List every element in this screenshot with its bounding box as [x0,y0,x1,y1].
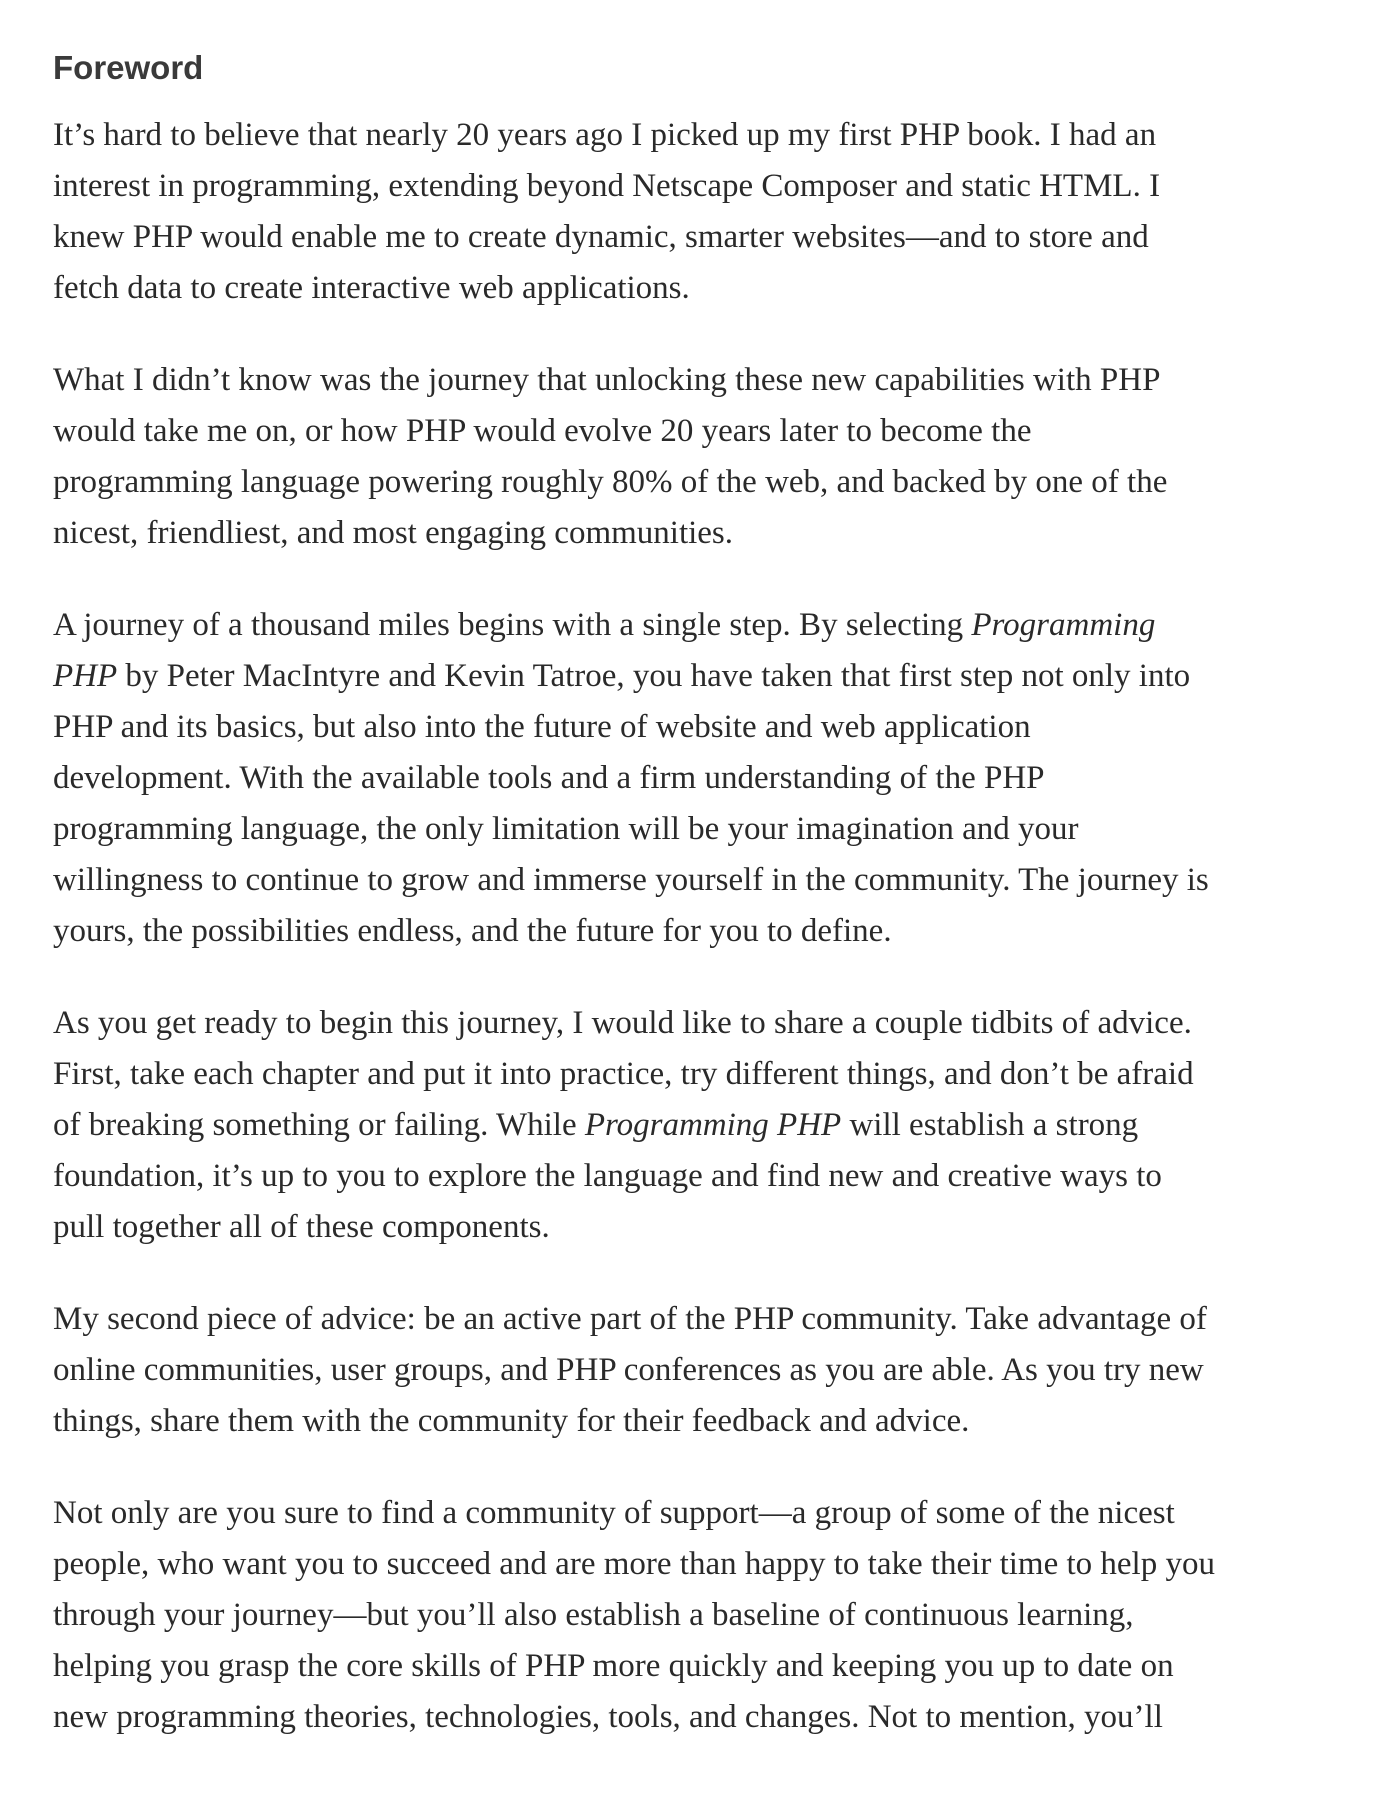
book-title: Programming PHP [584,1107,842,1143]
paragraph [53,1294,1233,1447]
text-line: new programming theories, technologies, tools, and changes. Not to mention, you’ll [53,1699,1163,1735]
text-line: programming language powering roughly 80% of the web, and backed by one of the [53,464,1168,500]
paragraph [53,998,1233,1253]
text-line: of breaking something or failing. While Programming PHP will establish a strong [53,1107,1139,1143]
book-title: PHP [53,658,118,694]
text-line: helping you grasp the core skills of PHP more quickly and keeping you up to date on [53,1648,1174,1684]
text-line: PHP by Peter MacIntyre and Kevin Tatroe, you have taken that first step not only into [53,658,1191,694]
paragraph [53,1488,1233,1743]
text-line: yours, the possibilities endless, and the future for you to define. [53,913,892,949]
text-line: First, take each chapter and put it into practice, try different things, and don’t be afraid [53,1056,1194,1092]
page-title: Foreword [53,49,204,86]
text-line: foundation, it’s up to you to explore the language and find new and creative ways to [53,1158,1162,1194]
text-line: A journey of a thousand miles begins with a single step. By selecting Programming [53,607,1156,643]
text-line: online communities, user groups, and PHP conferences as you are able. As you try new [53,1352,1204,1388]
text-line: nicest, friendliest, and most engaging communities. [53,515,734,551]
text-line: What I didn’t know was the journey that unlocking these new capabilities with PHP [53,362,1161,398]
text-line: As you get ready to begin this journey, I would like to share a couple tidbits of advice. [53,1005,1192,1041]
text-line: people, who want you to succeed and are more than happy to take their time to help you [53,1546,1215,1582]
text-line: My second piece of advice: be an active part of the PHP community. Take advantage of [53,1301,1207,1337]
text-line: through your journey—but you’ll also establish a baseline of continuous learning, [53,1597,1134,1633]
book-title: Programming [971,607,1156,643]
text-line: Not only are you sure to find a community of support—a group of some of the nicest [53,1495,1175,1531]
text-line: fetch data to create interactive web applications. [53,270,690,306]
paragraph [53,600,1233,957]
text-line: things, share them with the community for their feedback and advice. [53,1403,970,1439]
text-line: programming language, the only limitation will be your imagination and your [53,811,1079,847]
paragraph [53,110,1233,314]
text-line: PHP and its basics, but also into the future of website and web application [53,709,1031,745]
text-line: would take me on, or how PHP would evolve 20 years later to become the [53,413,1032,449]
text-line: interest in programming, extending beyond Netscape Composer and static HTML. I [53,168,1161,204]
text-line: knew PHP would enable me to create dynamic, smarter websites—and to store and [53,219,1149,255]
text-line: willingness to continue to grow and immerse yourself in the community. The journey is [53,862,1209,898]
text-line: It’s hard to believe that nearly 20 years ago I picked up my first PHP book. I had an [53,117,1157,153]
paragraph [53,355,1233,559]
text-line: pull together all of these components. [53,1209,550,1245]
document-page [53,48,1233,1784]
text-line: development. With the available tools and a firm understanding of the PHP [53,760,1045,796]
